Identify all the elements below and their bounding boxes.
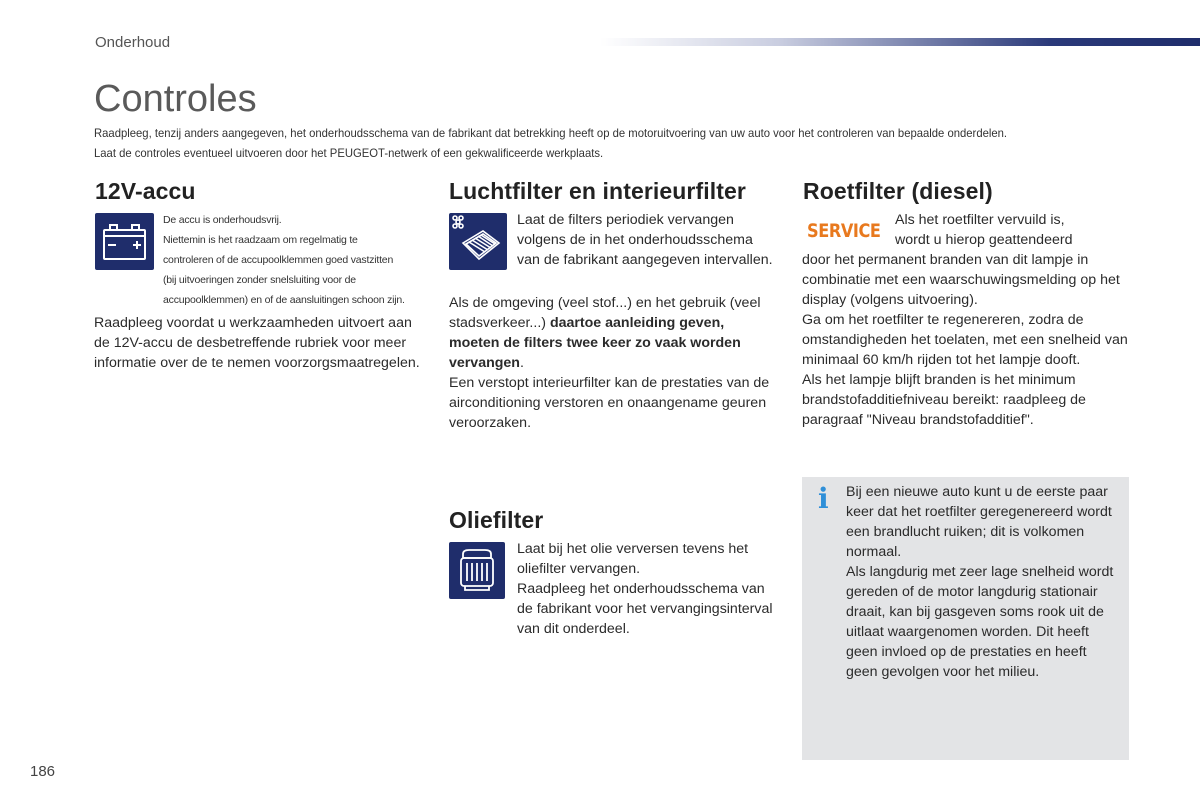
battery-body <box>94 313 424 373</box>
page-number: 186 <box>30 763 56 780</box>
battery-icon <box>95 213 154 270</box>
particle-filter-section <box>803 178 1133 205</box>
oil-filter-section <box>449 507 779 534</box>
service-warning-icon: SERVICE <box>807 220 881 242</box>
air-filter-section <box>449 178 779 205</box>
oil-filter-p2: Raadpleeg het onderhoudsschema van de fabrikant voor het vervangingsinterval van dit onderdeel. <box>517 581 773 637</box>
battery-section <box>95 178 425 205</box>
air-filter-heading: Luchtfilter en interieurfilter <box>449 178 746 204</box>
intro-line-1: Raadpleeg, tenzij anders aangegeven, het onderhoudsschema van de fabrikant dat betrekking heeft op de motoruitvoering van uw auto voor het controleren van bepaalde onderdelen. <box>94 126 1008 140</box>
air-filter-p3: Een verstopt interieurfilter kan de prestaties van de airconditioning verstoren en onaangename geuren veroorzaken. <box>449 375 770 431</box>
air-filter-body <box>449 293 771 433</box>
info-p1: Bij een nieuwe auto kunt u de eerste paar keer dat het roetfilter geregenereerd wordt een brandlucht ruiken; dit is volkomen normaal. <box>846 484 1112 560</box>
info-p2: Als langdurig met zeer lage snelheid wordt gereden of de motor langdurig stationair draait, kan bij gasgeven soms rook uit de uitlaat waargenomen worden. Dit heeft geen invloed op de prestaties en heeft geen gevolgen voor het milieu. <box>846 564 1114 680</box>
battery-note-line-1: De accu is onderhoudsvrij. <box>163 214 282 226</box>
page-title: Controles <box>94 78 257 120</box>
oil-filter-body <box>517 539 779 639</box>
air-filter-p2 <box>449 293 771 373</box>
particle-filter-p1-b: wordt u hierop geattendeerd <box>895 232 1073 248</box>
info-text <box>846 482 1121 682</box>
air-filter-p2-start: Als de omgeving (veel stof...) en het gebruik (veel stadsverkeer...) <box>449 295 761 331</box>
air-filter-p1-text: Laat de filters periodiek vervangen volgens de in het onderhoudsschema van de fabrikant aangegeven intervallen. <box>517 212 773 268</box>
battery-note-line-5: accupoolklemmen) en of de aansluitingen schoon zijn. <box>163 294 405 306</box>
oil-filter-heading: Oliefilter <box>449 507 544 533</box>
battery-note-line-2: Niettemin is het raadzaam om regelmatig te <box>163 234 358 246</box>
section-label: Onderhoud <box>95 34 171 51</box>
battery-note <box>163 210 433 310</box>
battery-note-line-3: controleren of de accupoolklemmen goed vastzitten <box>163 254 394 266</box>
particle-filter-p1-rest: door het permanent branden van dit lampje in combinatie met een waarschuwingsmelding op het display (volgens uitvoering). <box>802 252 1120 308</box>
particle-filter-body <box>802 250 1132 430</box>
intro-text <box>94 123 1062 163</box>
header-gradient-bar <box>600 38 1200 46</box>
battery-body-text: Raadpleeg voordat u werkzaamheden uitvoert aan de 12V-accu de desbetreffende rubriek voor meer informatie over de te nemen voorzorgsmaatregelen. <box>94 315 420 371</box>
battery-heading: 12V-accu <box>95 178 196 204</box>
air-filter-p1 <box>517 210 779 270</box>
particle-filter-p1-head <box>895 210 1135 250</box>
oil-filter-icon <box>449 542 505 599</box>
air-filter-p2-end: . <box>519 355 524 371</box>
particle-filter-p3: Als het lampje blijft branden is het minimum brandstofadditiefniveau bereikt: raadpleeg de paragraaf "Niveau brandstofadditief". <box>802 372 1086 428</box>
particle-filter-heading: Roetfilter (diesel) <box>803 178 993 204</box>
particle-filter-p1-a: Als het roetfilter vervuild is, <box>895 212 1065 228</box>
air-filter-icon <box>449 213 507 270</box>
particle-filter-p2: Ga om het roetfilter te regenereren, zodra de omstandigheden het toelaten, met een snelheid van minimaal 60 km/h rijden tot het lampje dooft. <box>802 312 1128 368</box>
battery-note-line-4: (bij uitvoeringen zonder snelsluiting voor de <box>163 274 356 286</box>
info-icon: i <box>818 482 829 515</box>
oil-filter-p1: Laat bij het olie verversen tevens het oliefilter vervangen. <box>517 541 749 577</box>
air-filter-p2-bold: daartoe aanleiding geven, moeten de filters twee keer zo vaak worden vervangen <box>449 315 741 371</box>
intro-line-2: Laat de controles eventueel uitvoeren door het PEUGEOT-netwerk of een gekwalificeerde werkplaats. <box>94 146 604 160</box>
